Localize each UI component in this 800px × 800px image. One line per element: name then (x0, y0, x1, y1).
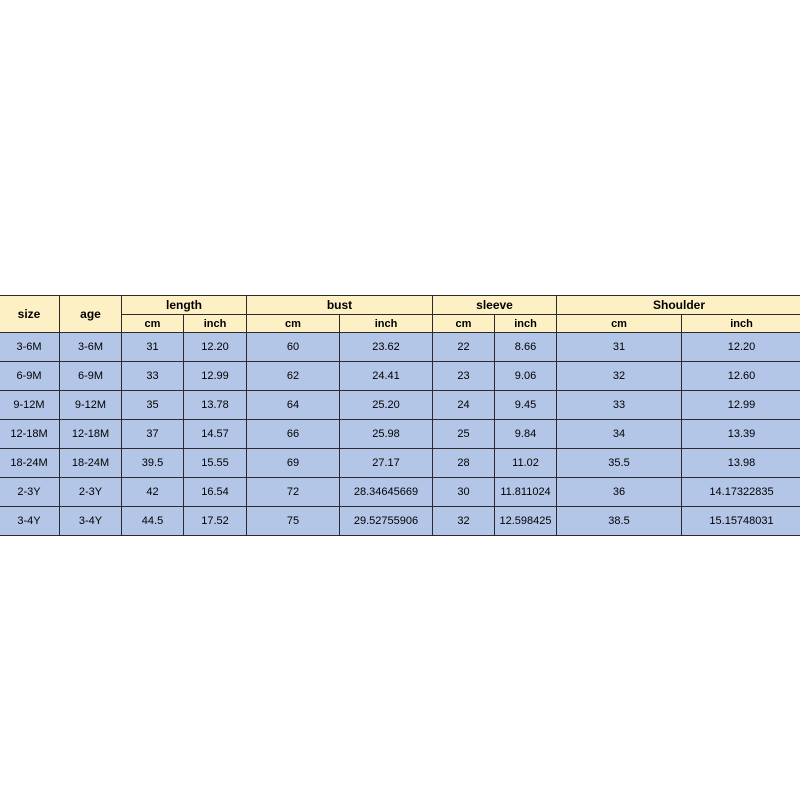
cell-length-inch: 16.54 (184, 478, 247, 507)
cell-sleeve-inch: 11.02 (495, 449, 557, 478)
cell-shoulder-inch: 14.17322835 (682, 478, 800, 507)
header-sleeve: sleeve (433, 296, 557, 315)
cell-size: 18-24M (0, 449, 60, 478)
table-row (0, 449, 800, 478)
cell-sleeve-inch: 9.06 (495, 362, 557, 391)
header-bust: bust (247, 296, 433, 315)
header-bust-cm: cm (247, 315, 340, 333)
cell-sleeve-inch: 8.66 (495, 333, 557, 362)
cell-shoulder-inch: 12.99 (682, 391, 800, 420)
cell-sleeve-cm: 22 (433, 333, 495, 362)
cell-sleeve-inch: 9.45 (495, 391, 557, 420)
header-sleeve-inch: inch (495, 315, 557, 333)
cell-bust-cm: 62 (247, 362, 340, 391)
cell-sleeve-cm: 30 (433, 478, 495, 507)
cell-bust-cm: 60 (247, 333, 340, 362)
cell-length-inch: 12.99 (184, 362, 247, 391)
cell-bust-cm: 72 (247, 478, 340, 507)
cell-sleeve-inch: 11.811024 (495, 478, 557, 507)
cell-bust-inch: 25.98 (340, 420, 433, 449)
table-row (0, 333, 800, 362)
cell-shoulder-inch: 15.15748031 (682, 507, 800, 536)
cell-age: 6-9M (60, 362, 122, 391)
cell-sleeve-inch: 9.84 (495, 420, 557, 449)
cell-size: 9-12M (0, 391, 60, 420)
size-chart-table (0, 295, 800, 536)
cell-bust-cm: 69 (247, 449, 340, 478)
table-row (0, 362, 800, 391)
header-shoulder-inch: inch (682, 315, 800, 333)
header-size: size (0, 296, 60, 333)
cell-size: 2-3Y (0, 478, 60, 507)
cell-bust-inch: 27.17 (340, 449, 433, 478)
cell-bust-cm: 75 (247, 507, 340, 536)
cell-shoulder-cm: 34 (557, 420, 682, 449)
cell-age: 2-3Y (60, 478, 122, 507)
cell-age: 3-4Y (60, 507, 122, 536)
header-shoulder: Shoulder (557, 296, 800, 315)
cell-shoulder-cm: 33 (557, 391, 682, 420)
cell-bust-inch: 23.62 (340, 333, 433, 362)
cell-bust-inch: 25.20 (340, 391, 433, 420)
table-row (0, 420, 800, 449)
cell-size: 3-6M (0, 333, 60, 362)
cell-bust-inch: 29.52755906 (340, 507, 433, 536)
cell-bust-inch: 24.41 (340, 362, 433, 391)
cell-length-cm: 44.5 (122, 507, 184, 536)
cell-length-inch: 15.55 (184, 449, 247, 478)
header-shoulder-cm: cm (557, 315, 682, 333)
cell-bust-cm: 66 (247, 420, 340, 449)
cell-shoulder-cm: 32 (557, 362, 682, 391)
cell-age: 18-24M (60, 449, 122, 478)
cell-shoulder-cm: 38.5 (557, 507, 682, 536)
cell-bust-cm: 64 (247, 391, 340, 420)
cell-length-cm: 35 (122, 391, 184, 420)
cell-length-inch: 17.52 (184, 507, 247, 536)
cell-sleeve-cm: 28 (433, 449, 495, 478)
cell-length-cm: 39.5 (122, 449, 184, 478)
cell-sleeve-cm: 25 (433, 420, 495, 449)
size-table-body (0, 333, 800, 536)
cell-sleeve-cm: 32 (433, 507, 495, 536)
cell-length-cm: 31 (122, 333, 184, 362)
table-row (0, 391, 800, 420)
cell-shoulder-inch: 13.39 (682, 420, 800, 449)
cell-age: 12-18M (60, 420, 122, 449)
cell-age: 9-12M (60, 391, 122, 420)
cell-size: 12-18M (0, 420, 60, 449)
cell-shoulder-cm: 36 (557, 478, 682, 507)
cell-shoulder-inch: 12.20 (682, 333, 800, 362)
cell-length-inch: 13.78 (184, 391, 247, 420)
header-length: length (122, 296, 247, 315)
cell-bust-inch: 28.34645669 (340, 478, 433, 507)
header-age: age (60, 296, 122, 333)
cell-size: 6-9M (0, 362, 60, 391)
cell-length-cm: 42 (122, 478, 184, 507)
table-row (0, 507, 800, 536)
cell-length-cm: 37 (122, 420, 184, 449)
header-sleeve-cm: cm (433, 315, 495, 333)
cell-length-inch: 12.20 (184, 333, 247, 362)
table-row (0, 478, 800, 507)
cell-size: 3-4Y (0, 507, 60, 536)
cell-sleeve-cm: 23 (433, 362, 495, 391)
cell-sleeve-cm: 24 (433, 391, 495, 420)
cell-shoulder-inch: 12.60 (682, 362, 800, 391)
cell-sleeve-inch: 12.598425 (495, 507, 557, 536)
cell-shoulder-cm: 31 (557, 333, 682, 362)
cell-shoulder-inch: 13.98 (682, 449, 800, 478)
cell-length-cm: 33 (122, 362, 184, 391)
cell-shoulder-cm: 35.5 (557, 449, 682, 478)
cell-age: 3-6M (60, 333, 122, 362)
header-length-cm: cm (122, 315, 184, 333)
header-length-inch: inch (184, 315, 247, 333)
header-bust-inch: inch (340, 315, 433, 333)
cell-length-inch: 14.57 (184, 420, 247, 449)
